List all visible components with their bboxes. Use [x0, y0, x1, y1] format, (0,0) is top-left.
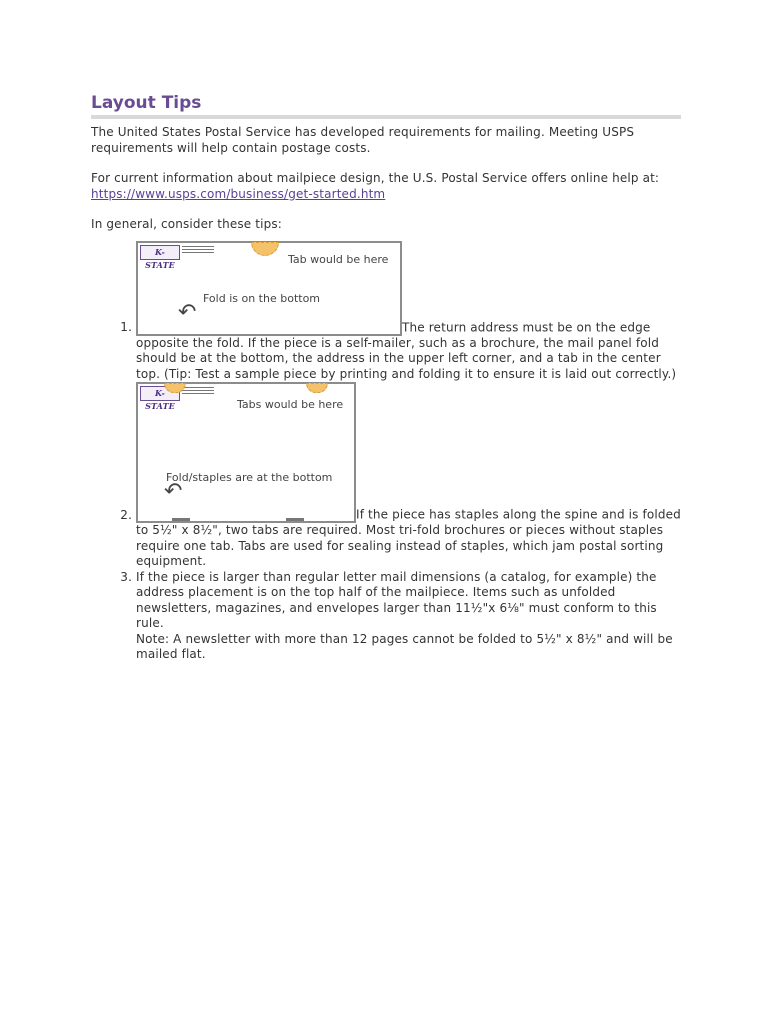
tips-list: [91, 241, 681, 663]
fold-diagram-image: [136, 241, 402, 336]
return-address-lines: [182, 387, 214, 396]
tab-marker-icon: [306, 383, 328, 393]
list-item: [136, 382, 681, 570]
fold-staples-caption: Fold/staples are at the bottom: [166, 471, 333, 484]
document-body: [91, 92, 681, 663]
return-address-lines: [182, 246, 214, 255]
tip-3-text: If the piece is larger than regular letter mail dimensions (a catalog, for example) the address placement is on the top half of the mailpiece. Items such as unfolded newsletters, magazines, and envelopes larger than 11½"x 6⅛" must conform to this rule.: [136, 569, 657, 630]
fold-caption: Fold is on the bottom: [203, 291, 321, 305]
tip-2-text: If the piece has staples along the spine and is folded to 5½" x 8½", two tabs are required. Most tri-fold brochures or pieces without staples require one tab. Tabs are used for sealing instead of staples, which jam postal sorting equipment.: [136, 507, 681, 568]
tab-marker-icon: [251, 242, 279, 256]
tabs-caption: Tabs would be here: [237, 398, 344, 411]
info-text: For current information about mailpiece design, the U.S. Postal Service offers online help at:: [91, 171, 660, 185]
info-paragraph: [91, 171, 681, 202]
kstate-logo: 1. K-STATE: [140, 245, 180, 260]
usps-link[interactable]: https://www.usps.com/business/get-started.htm: [91, 186, 386, 201]
tips-intro: In general, consider these tips:: [91, 217, 282, 231]
curved-arrow-icon: ↶: [164, 479, 183, 504]
curved-arrow-icon: ↶: [178, 299, 197, 325]
staples-diagram-image: [136, 382, 356, 523]
list-item: [136, 570, 681, 663]
tab-caption: Tab would be here: [288, 252, 389, 266]
title-divider: [91, 115, 681, 119]
kstate-logo: 2. K-STATE: [140, 386, 180, 401]
intro-paragraph: The United States Postal Service has developed requirements for mailing. Meeting USPS requirements will help contain postage costs.: [91, 125, 635, 155]
tip-1-text: The return address must be on the edge opposite the fold. If the piece is a self-mailer, such as a brochure, the mail panel fold should be at the bottom, the address in the upper left corner, and a tab in the center top. (Tip: Test a sample piece by printing and folding it to ensure it is laid out correctly.): [136, 320, 677, 381]
staple-mark: [172, 518, 190, 521]
tip-3-note: Note: A newsletter with more than 12 pages cannot be folded to 5½" x 8½" and will be mailed flat.: [136, 631, 673, 661]
staple-mark: [286, 518, 304, 521]
page-title: Layout Tips: [91, 93, 202, 113]
list-item: [136, 241, 681, 383]
